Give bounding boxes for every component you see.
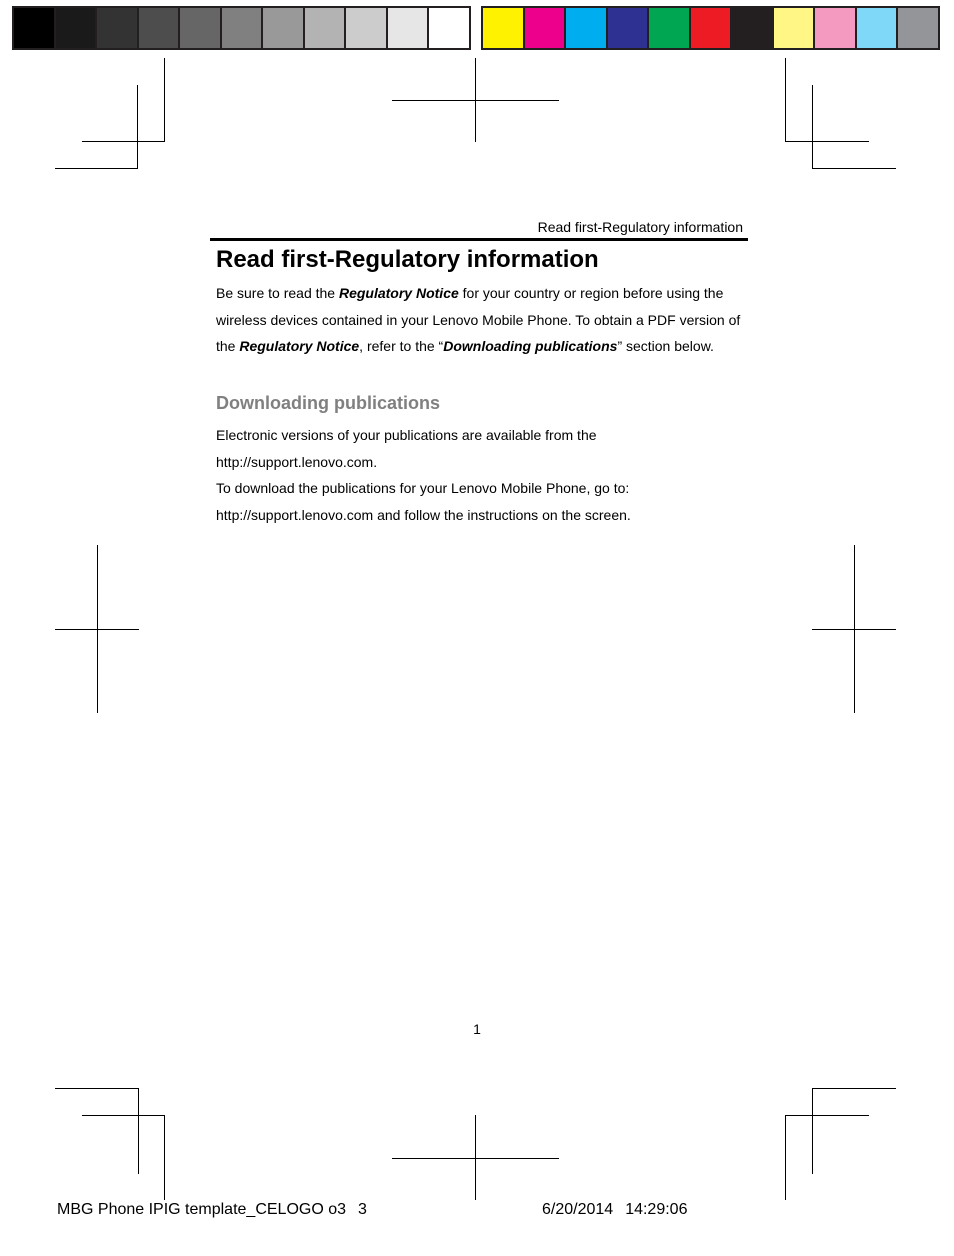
crop-mark bbox=[785, 1115, 869, 1116]
footer-page: 3 bbox=[358, 1201, 367, 1218]
color-swatch bbox=[732, 8, 772, 48]
color-swatch bbox=[774, 8, 814, 48]
gray-swatch bbox=[180, 8, 220, 48]
crop-mark bbox=[785, 58, 786, 142]
regulatory-notice-emphasis: Regulatory Notice bbox=[239, 338, 360, 354]
downloading-publications-reference: Downloading publications bbox=[443, 338, 618, 354]
gray-swatch bbox=[222, 8, 262, 48]
registration-mark bbox=[392, 100, 559, 101]
downloading-paragraph bbox=[216, 422, 746, 528]
footer-timestamp bbox=[542, 1201, 687, 1219]
color-swatch bbox=[857, 8, 897, 48]
gray-swatch bbox=[139, 8, 179, 48]
registration-mark bbox=[392, 1158, 559, 1159]
color-swatch bbox=[649, 8, 689, 48]
text-run: for your country or region before using the wireless devices contained in your Lenovo Mobile Phone. To obtain a PDF version of the bbox=[216, 285, 741, 354]
color-swatch bbox=[483, 8, 523, 48]
gray-swatch bbox=[14, 8, 54, 48]
color-calibration-bar bbox=[481, 6, 940, 50]
gray-swatch bbox=[97, 8, 137, 48]
crop-mark bbox=[164, 58, 165, 142]
crop-mark bbox=[137, 85, 138, 169]
gray-swatch bbox=[263, 8, 303, 48]
crop-mark bbox=[82, 1115, 165, 1116]
gray-swatch bbox=[56, 8, 96, 48]
crop-mark bbox=[82, 141, 165, 142]
availability-text: Electronic versions of your publications are available from the http://support.lenovo.com. bbox=[216, 427, 597, 470]
grayscale-calibration-bar bbox=[12, 6, 471, 50]
footer-date: 6/20/2014 bbox=[542, 1201, 614, 1218]
instructions-text: To download the publications for your Lenovo Mobile Phone, go to: http://support.lenovo.com and follow the instructions on the screen. bbox=[216, 480, 631, 523]
footer-file-info bbox=[57, 1201, 367, 1219]
regulatory-paragraph bbox=[216, 280, 746, 360]
crop-mark bbox=[812, 1088, 813, 1174]
crop-mark bbox=[785, 1115, 786, 1200]
color-swatch bbox=[566, 8, 606, 48]
crop-mark bbox=[812, 1088, 896, 1089]
gray-swatch bbox=[429, 8, 469, 48]
color-swatch bbox=[525, 8, 565, 48]
color-swatch bbox=[691, 8, 731, 48]
header-rule bbox=[210, 238, 748, 241]
crop-mark bbox=[812, 85, 813, 169]
regulatory-notice-emphasis: Regulatory Notice bbox=[338, 285, 459, 301]
page-title: Read first-Regulatory information bbox=[216, 246, 599, 273]
color-swatch bbox=[608, 8, 648, 48]
crop-mark bbox=[55, 1088, 139, 1089]
crop-mark bbox=[138, 1088, 139, 1174]
gray-swatch bbox=[305, 8, 345, 48]
registration-mark bbox=[812, 629, 896, 630]
gray-swatch bbox=[388, 8, 428, 48]
crop-mark bbox=[55, 168, 138, 169]
gray-swatch bbox=[346, 8, 386, 48]
crop-mark bbox=[812, 168, 896, 169]
crop-mark bbox=[164, 1115, 165, 1200]
section-heading: Downloading publications bbox=[216, 393, 440, 413]
footer-filename: MBG Phone IPIG template_CELOGO o3 bbox=[57, 1201, 347, 1218]
text-run: ” section below. bbox=[617, 338, 714, 354]
running-header: Read first-Regulatory information bbox=[537, 219, 743, 235]
crop-mark bbox=[785, 141, 869, 142]
footer-time: 14:29:06 bbox=[625, 1201, 688, 1218]
text-run: , refer to the “ bbox=[359, 338, 444, 354]
page-number: 1 bbox=[473, 1021, 481, 1037]
registration-mark bbox=[55, 629, 139, 630]
color-swatch bbox=[898, 8, 938, 48]
color-swatch bbox=[815, 8, 855, 48]
text-run: Be sure to read the bbox=[216, 285, 339, 301]
